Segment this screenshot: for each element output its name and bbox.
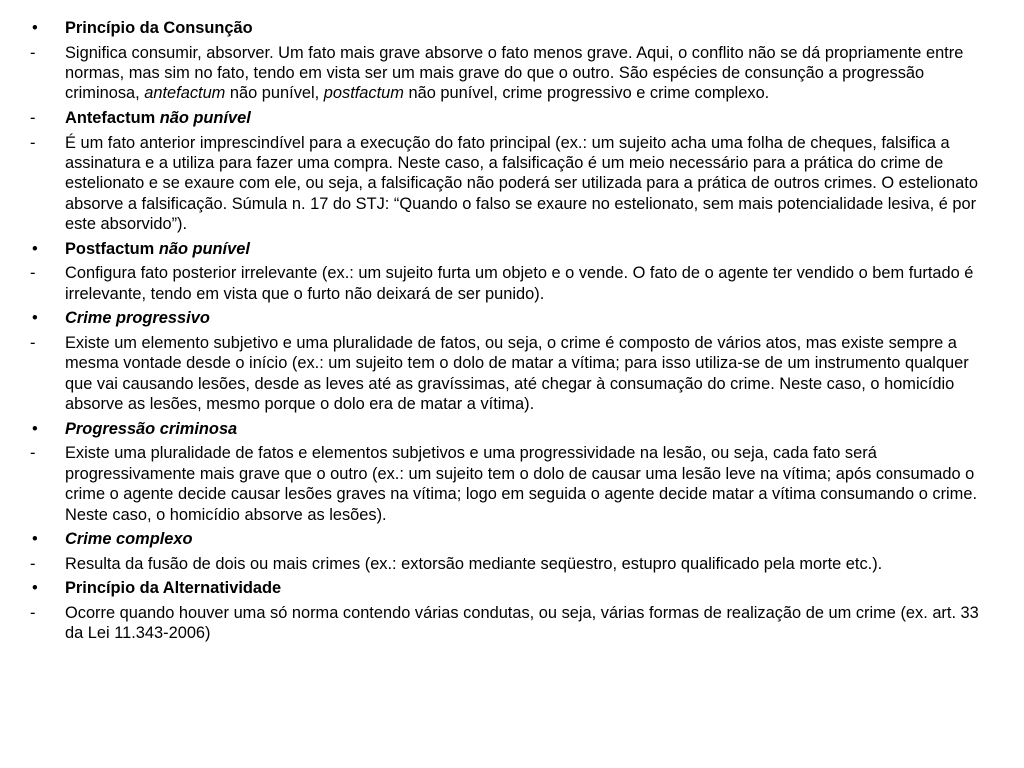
bullet-marker: • <box>32 419 38 438</box>
heading-italic: Crime complexo <box>65 530 193 549</box>
heading-text: Postfactum <box>65 239 159 258</box>
dash-marker: - <box>30 444 36 463</box>
list-item-paragraph <box>30 443 998 525</box>
paragraph-progressao-criminosa: Existe uma pluralidade de fatos e elementos subjetivos e uma progressividade na lesão, ou seja, cada fato será progressivamente mais grave que o outro (ex.: um sujeito tem o dolo de causar uma lesão leve na vítima; após consumado o crime o agente decide causar lesões graves na vítima; logo em seguida o agente decide matar a vítima consumando o crime. Neste caso, o homicídio absorve as lesões). <box>65 444 977 524</box>
heading-italic: não punível <box>158 239 250 258</box>
list-item-heading <box>30 419 998 439</box>
list-item-paragraph <box>30 133 998 235</box>
heading-text: Princípio da Alternatividade <box>65 579 282 598</box>
paragraph-text: Significa consumir, absorver. Um fato mais grave absorve o fato menos grave. Aqui, o conflito não se dá propriamente entre normas, mas sim no fato, tendo em vista ser um mais grave do que o outro. São espécies de consunção a progressão criminosa, <box>65 43 964 103</box>
bullet-marker: • <box>32 579 38 598</box>
bullet-marker: • <box>32 19 38 37</box>
list-item-paragraph <box>30 603 998 644</box>
paragraph-alternatividade: Ocorre quando houver uma só norma contendo várias condutas, ou seja, várias formas de realização de um crime (ex. art. 33 da Lei 11.343-2006) <box>65 604 979 643</box>
paragraph-text: não punível, <box>225 84 324 103</box>
dash-marker: - <box>30 334 36 352</box>
bullet-marker: • <box>32 239 38 258</box>
paragraph-crime-progressivo: Existe um elemento subjetivo e uma pluralidade de fatos, ou seja, o crime é composto de vários atos, mas existe sempre a mesma vontade desde o início (ex.: um sujeito tem o dolo de matar a vítima; para isso utiliza-se de um instrumento qualquer que vai causando lesões, desde as leves até as gravíssimas, até chegar à consumação do crime. Neste caso, o homicídio absorve as lesões, mesmo porque o dolo era de matar a vítima). <box>65 334 969 414</box>
list-item-heading <box>30 529 998 549</box>
heading-postfactum <box>65 239 998 259</box>
dash-marker: - <box>30 133 36 152</box>
heading-italic: não punível <box>159 109 251 127</box>
slide-content <box>30 18 998 648</box>
term-antefactum: antefactum <box>144 84 226 103</box>
dash-marker: - <box>30 109 36 127</box>
list-item-paragraph <box>30 43 998 104</box>
dash-marker: - <box>30 554 36 573</box>
heading-progressao-criminosa <box>65 419 998 439</box>
heading-principio-consuncao <box>65 18 998 38</box>
list-item-heading <box>30 18 998 38</box>
heading-text: Princípio da Consunção <box>65 19 253 37</box>
list-item-heading <box>30 239 998 259</box>
list-item-paragraph <box>30 333 998 415</box>
heading-italic: Crime progressivo <box>65 309 210 328</box>
dash-marker: - <box>30 43 36 62</box>
paragraph-postfactum: Configura fato posterior irrelevante (ex.: um sujeito furta um objeto e o vende. O fato de o agente ter vendido o bem furtado é irrelevante, tendo em vista que o furto não deixará de ser punido). <box>65 264 974 303</box>
list-item-heading <box>30 308 998 328</box>
dash-marker: - <box>30 604 36 622</box>
heading-antefactum <box>65 108 998 128</box>
list-item-paragraph <box>30 263 998 304</box>
heading-principio-alternatividade <box>65 578 998 598</box>
list-item-heading <box>30 578 998 598</box>
list-item-paragraph <box>30 554 998 574</box>
heading-crime-complexo <box>65 529 998 549</box>
paragraph-consuncao <box>65 43 998 104</box>
dash-marker: - <box>30 264 36 283</box>
paragraph-text: não punível, crime progressivo e crime complexo. <box>403 84 770 103</box>
paragraph-antefactum: É um fato anterior imprescindível para a execução do fato principal (ex.: um sujeito acha uma folha de cheques, falsifica a assinatura e a utiliza para fazer uma compra. Neste caso, a falsificação é um meio necessário para a prática do crime de estelionato e se exaure com ele, ou seja, a falsificação não poderá ser utilizada para a prática de outros crimes. O estelionato absorve a falsificação. Súmula n. 17 do STJ: “Quando o falso se exaure no estelionato, sem mais potencialidade lesiva, é por este absorvido”). <box>65 133 978 234</box>
heading-crime-progressivo <box>65 308 998 328</box>
paragraph-crime-complexo: Resulta da fusão de dois ou mais crimes (ex.: extorsão mediante seqüestro, estupro qualificado pela morte etc.). <box>65 554 883 573</box>
bullet-marker: • <box>32 530 38 549</box>
term-postfactum: postfactum <box>323 84 404 103</box>
list-item-heading <box>30 108 998 128</box>
bullet-marker: • <box>32 309 38 328</box>
heading-text: Antefactum <box>65 109 160 127</box>
heading-italic: Progressão criminosa <box>65 419 238 438</box>
